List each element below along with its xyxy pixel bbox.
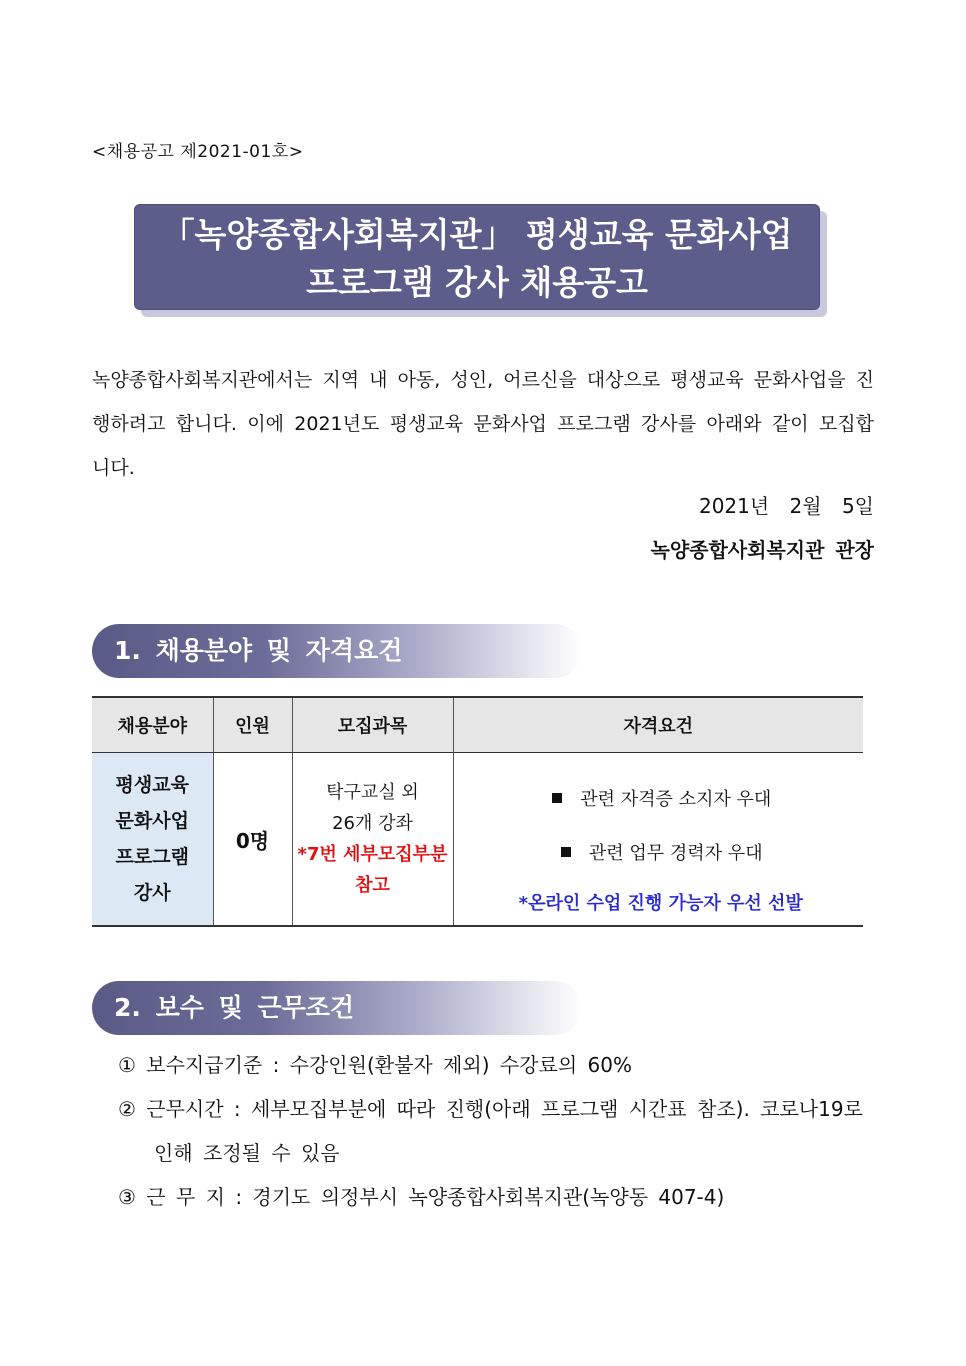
qualification-text: 관련 자격증 소지자 우대 [580,789,772,810]
subject-line: 탁구교실 외 [326,782,419,803]
section-2-heading: 2. 보수 및 근무조건 [92,981,582,1035]
table-header-row [92,697,863,753]
subject-note-line: 참고 [355,875,390,896]
field-line: 프로그램 [115,846,189,868]
square-bullet-icon [561,847,571,857]
qualification-item [460,783,863,817]
title-line-2: 프로그램 강사 채용공고 [306,263,648,302]
requirements-table [92,696,863,927]
condition-hours: ② 근무시간 : 세부모집부분에 따라 진행(아래 프로그램 시간표 참조). 코로나19로 [118,1097,863,1121]
cell-subjects [292,753,453,927]
cell-count: 0명 [213,753,292,927]
intro-paragraph: 녹양종합사회복지관에서는 지역 내 아동, 성인, 어르신을 대상으로 평생교육 문화사업을 진행하려고 합니다. 이에 2021년도 평생교육 문화사업 프로그램 강사를 아래와 같이 모집합니다. [92,369,874,479]
header-field: 채용분야 [92,697,213,753]
field-line: 강사 [133,882,171,904]
subject-note-line: *7번 세부모집부분 [297,844,448,865]
title-banner [134,204,820,310]
table-row [92,753,863,927]
condition-pay: ① 보수지급기준 : 수강인원(환불자 제외) 수강료의 60% [118,1053,632,1077]
title-line-1: 「녹양종합사회복지관」 평생교육 문화사업 [161,215,793,254]
header-qualifications: 자격요건 [453,697,863,753]
field-line: 평생교육 [115,774,189,796]
condition-location: ③ 근 무 지 : 경기도 의정부시 녹양종합사회복지관(녹양동 407-4) [118,1185,725,1209]
field-line: 문화사업 [115,810,189,832]
qualification-note: *온라인 수업 진행 가능자 우선 선발 [518,893,803,914]
qualification-item [460,837,863,871]
header-subjects: 모집과목 [292,697,453,753]
condition-hours-cont: 인해 조정될 수 있음 [154,1141,340,1165]
issuer: 녹양종합사회복지관 관장 [650,538,874,562]
subject-line: 26개 강좌 [332,813,413,834]
qualification-text: 관련 업무 경력자 우대 [588,843,763,864]
section-1-heading: 1. 채용분야 및 자격요건 [92,624,582,678]
cell-field [92,753,213,927]
square-bullet-icon [552,793,562,803]
notice-number: <채용공고 제2021-01호> [92,142,304,162]
notice-date: 2021년 2월 5일 [698,494,874,518]
cell-qualifications [453,753,863,927]
header-count: 인원 [213,697,292,753]
